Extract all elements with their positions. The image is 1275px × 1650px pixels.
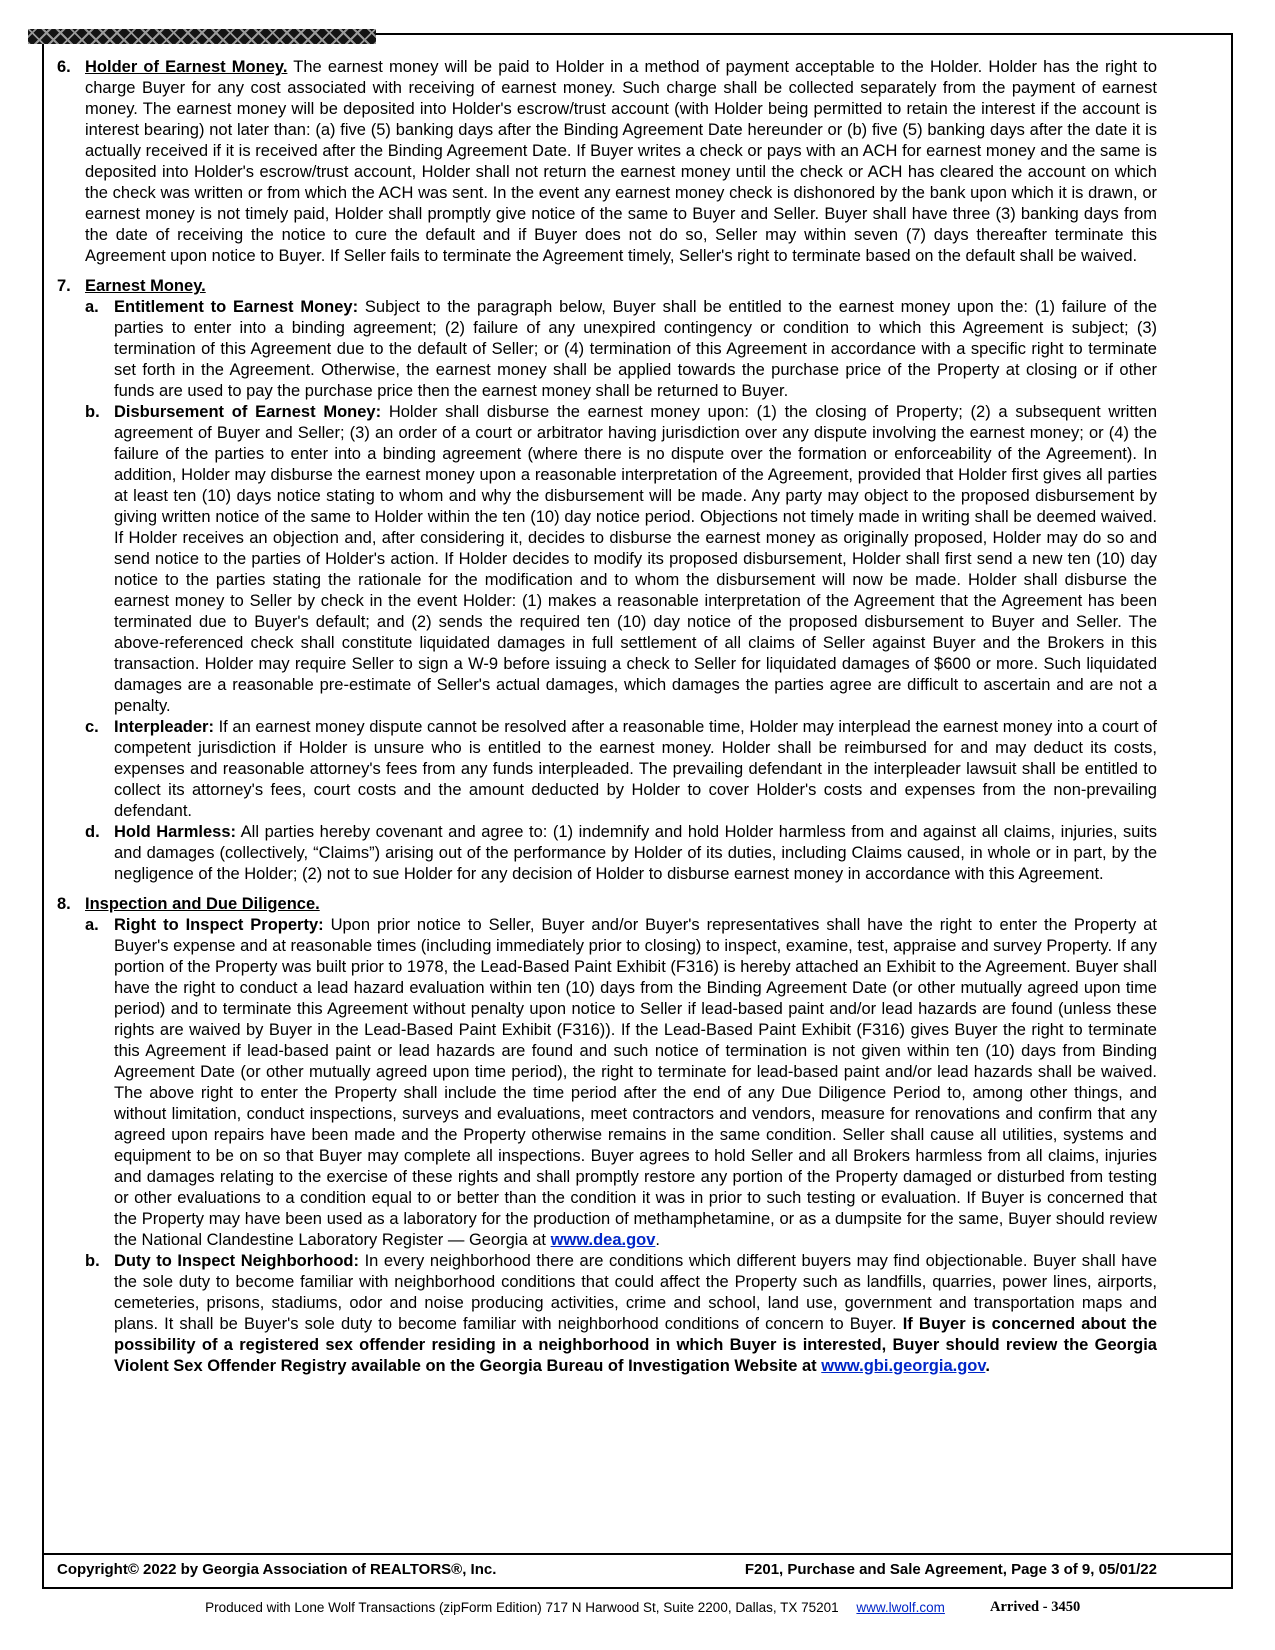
subsection-letter: a. [85,298,99,316]
subsection-body-text: If an earnest money dispute cannot be resolved after a reasonable time, Holder may interplead the earnest money into a court of competent jurisdiction if Holder is unsure who is entitled to the earnest money. Holder shall be reimbursed for and may deduct its costs, expenses and reasonable attorney's fees from any funds interpleaded. The prevailing defendant in the interpleader lawsuit shall be entitled to collect its attorney's fees, court costs and the amount deducted by Holder to cover Holder's costs and expenses from the non-prevailing defendant. [114,718,1157,820]
subsection-letter: b. [85,403,100,421]
subsection-paragraph [114,297,1157,402]
contract-body [44,35,1231,1377]
subsection-7b-disbursement [85,402,1157,717]
subsection-body-text: Holder shall disburse the earnest money upon: (1) the closing of Property; (2) a subsequent written agreement of Buyer and Seller; (3) an order of a court or arbitrator having jurisdiction over any dispute involving the earnest money; or (4) the failure of the parties to enter into a binding agreement (where there is no dispute over the formation or enforceability of the Agreement). In addition, Holder may disburse the earnest money upon a reasonable interpretation of the Agreement, provided that Holder first gives all parties at least ten (10) days notice stating to whom and why the disbursement will be made. Any party may object to the proposed disbursement by giving written notice of the same to Holder within the ten (10) day notice period. Objections not timely made in writing shall be deemed waived. If Holder receives an objection and, after considering it, decides to disburse the earnest money as originally proposed, Holder may do so and send notice to the parties of Holder's action. If Holder decides to modify its proposed disbursement, Holder shall first send a new ten (10) day notice to the parties stating the rationale for the modification and to whom the disbursement will now be made. Holder shall disburse the earnest money to Seller by check in the event Holder: (1) makes a reasonable interpretation of the Agreement that the Agreement has been terminated due to Buyer's default; and (2) sends the required ten (10) day notice of the proposed disbursement to Buyer and Seller. The above-referenced check shall constitute liquidated damages in full settlement of all claims of Seller against Buyer and the Brokers in this transaction. Holder may require Seller to sign a W-9 before issuing a check to Seller for liquidated damages of $600 or more. Such liquidated damages are a reasonable pre-estimate of Seller's actual damages, which damages the parties agree are difficult to ascertain and are not a penalty. [114,403,1157,715]
dea-gov-link[interactable]: www.dea.gov [550,1231,656,1249]
page-footer [44,1553,1231,1587]
subsection-paragraph [114,1251,1157,1377]
sentence-period: . [655,1231,661,1249]
subsection-body-text: In every neighborhood there are conditions which different buyers may find objectionable. Buyer shall have the sole duty to become familiar with neighborhood conditions that could affect the Property such as landfills, quarries, power lines, airports, cemeteries, prisons, stadiums, odor and noise producing activities, crime and school, land use, government and transportation maps and plans. It shall be Buyer's sole duty to become familiar with neighborhood conditions of concern to Buyer. [114,1252,1157,1333]
section-heading-line [85,276,1157,297]
section-6-holder-of-earnest-money [57,57,1157,267]
section-heading-line [85,894,1157,915]
section-paragraph [85,57,1157,267]
subsection-body-text: Upon prior notice to Seller, Buyer and/or Buyer's representatives shall have the right to enter the Property at Buyer's expense and at reasonable times (including immediately prior to closing) to inspect, examine, test, appraise and survey Property. If any portion of the Property was built prior to 1978, the Lead-Based Paint Exhibit (F316) is hereby attached an Exhibit to the Agreement. Buyer shall have the right to conduct a lead hazard evaluation within ten (10) days from the Binding Agreement Date (or other mutually agreed upon time period) and to terminate this Agreement without penalty upon notice to Seller if lead-based paint and/or lead hazards are found (unless these rights are waived by Buyer in the Lead-Based Paint Exhibit (F316)). If the Lead-Based Paint Exhibit (F316) gives Buyer the right to terminate this Agreement if lead-based paint or lead hazards are found and such notice of termination is not given within ten (10) days from Binding Agreement Date (or other mutually agreed upon time period), the right to terminate for lead-based paint and/or lead hazards shall be waived. The above right to enter the Property shall include the time period after the end of any Due Diligence Period to, among other things, and without limitation, conduct inspections, surveys and evaluations, meet contractors and vendors, measure for renovations and confirm that any agreed upon repairs have been made and the Property otherwise remains in the same condition. Seller shall cause all utilities, systems and equipment to be on so that Buyer may complete all inspections. Buyer agrees to hold Seller and all Brokers harmless from all claims, injuries and damages relating to the exercise of these rights and shall promptly restore any portion of the Property damaged or disturbed from testing or other evaluations to a condition equal to or better than the condition it was in prior to such testing or evaluation. If Buyer is concerned that the Property may have been used as a laboratory for the production of methamphetamine, or as a dumpsite for the same, Buyer should review the National Clandestine Laboratory Register — Georgia at [114,916,1157,1249]
subsection-8b-duty-inspect-neighborhood [85,1251,1157,1377]
section-heading: Inspection and Due Diligence. [85,895,320,913]
subsection-7d-hold-harmless [85,822,1157,885]
section-number: 8. [57,895,71,913]
subsection-label: Right to Inspect Property: [114,916,324,934]
lwolf-com-link[interactable]: www.lwolf.com [856,1600,945,1615]
section-7-earnest-money [57,276,1157,885]
subsection-body-text: All parties hereby covenant and agree to: (1) indemnify and hold Holder harmless from and against all claims, injuries, suits and damages (collectively, “Claims”) arising out of the performance by Holder of its duties, including Claims caused, in whole or in part, by the negligence of the Holder; (2) not to sue Holder for any decision of Holder to disburse earnest money in accordance with this Agreement. [114,823,1157,883]
page-border [42,33,1233,1589]
subsection-label: Duty to Inspect Neighborhood: [114,1252,359,1270]
section-number: 7. [57,277,71,295]
subsection-letter: a. [85,916,99,934]
form-info-text: F201, Purchase and Sale Agreement, Page 3 of 9, 05/01/22 [744,1561,1157,1578]
subsection-letter: b. [85,1252,100,1270]
subsection-label: Disbursement of Earnest Money: [114,403,382,421]
subsection-paragraph [114,717,1157,822]
subsection-8a-right-to-inspect [85,915,1157,1251]
section-8-inspection-due-diligence [57,894,1157,1377]
subsection-label: Entitlement to Earnest Money: [114,298,359,316]
section-heading: Holder of Earnest Money. [85,58,288,76]
produced-text: Produced with Lone Wolf Transactions (zipForm Edition) 717 N Harwood St, Suite 2200, Dallas, TX 75201 [205,1600,839,1615]
subsection-body-text: Subject to the paragraph below, Buyer shall be entitled to the earnest money upon the: (1) failure of the parties to enter into a binding agreement; (2) failure of any unexpired contingency or condition to which this Agreement is subject; (3) termination of this Agreement due to the default of Seller; or (4) termination of this Agreement in accordance with a specific right to terminate set forth in the Agreement. Otherwise, the earnest money shall be applied towards the purchase price of the Property at closing or if other funds are used to pay the purchase price then the earnest money shall be returned to Buyer. [114,298,1157,400]
arrived-stamp: Arrived - 3450 [990,1599,1081,1615]
subsection-letter: d. [85,823,100,841]
scan-artifact-pattern [28,29,376,44]
subsection-letter: c. [85,718,99,736]
section-heading: Earnest Money. [85,277,206,295]
section-body-text: The earnest money will be paid to Holder in a method of payment acceptable to the Holder. Holder has the right to charge Buyer for any cost associated with receiving of earnest money. Such charge shall be collected separately from the payment of earnest money. The earnest money will be deposited into Holder's escrow/trust account (with Holder being permitted to retain the interest if the account is interest bearing) not later than: (a) five (5) banking days after the Binding Agreement Date hereunder or (b) five (5) banking days after the date it is actually received if it is received after the Binding Agreement Date. If Buyer writes a check or pays with an ACH for earnest money and the same is deposited into Holder's escrow/trust account, Holder shall not return the earnest money until the check or ACH has cleared the account on which the check was written or from which the ACH was sent. In the event any earnest money check is dishonored by the bank upon which it is drawn, or earnest money is not timely paid, Holder shall promptly give notice of the same to Buyer and Seller. Buyer shall have three (3) banking days from the date of receiving the notice to cure the default and if Buyer does not do so, Seller may within seven (7) days thereafter terminate this Agreement upon notice to Buyer. If Seller fails to terminate the Agreement timely, Seller's right to terminate based on the default shall be waived. [85,58,1157,265]
subsection-paragraph [114,402,1157,717]
produced-line [0,1600,1150,1615]
subsection-bold-text: If Buyer is concerned about the possibility of a registered sex offender residing in a neighborhood in which Buyer is interested, Buyer should review the Georgia Violent Sex Offender Registry available on the Georgia Bureau of Investigation Website at [114,1315,1157,1375]
subsection-7c-interpleader [85,717,1157,822]
sentence-period: . [985,1357,990,1375]
gbi-georgia-gov-link[interactable]: www.gbi.georgia.gov [821,1357,986,1375]
copyright-text: Copyright© 2022 by Georgia Association of REALTORS®, Inc. [57,1561,497,1578]
subsection-label: Interpleader: [114,718,214,736]
section-number: 6. [57,58,71,76]
subsection-paragraph [114,915,1157,1251]
subsection-paragraph [114,822,1157,885]
subsection-7a-entitlement [85,297,1157,402]
subsection-label: Hold Harmless: [114,823,237,841]
